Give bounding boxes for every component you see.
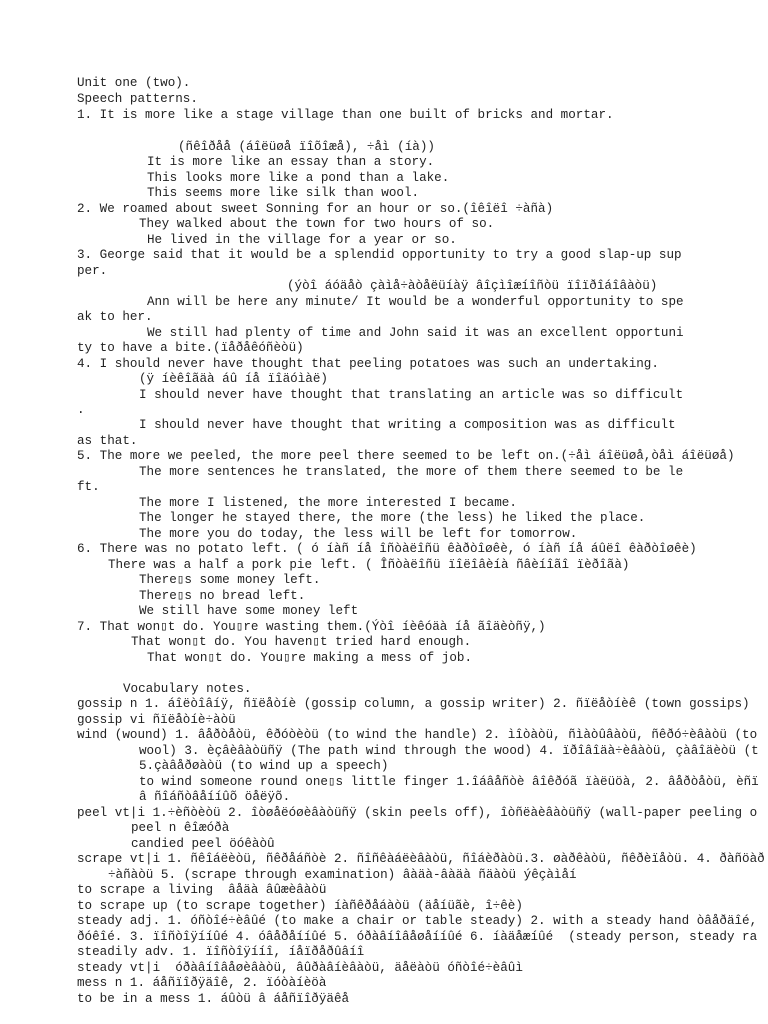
text-line: 2. We roamed about sweet Sonning for an hour or so.(îêîëî ÷àñà)	[77, 202, 554, 216]
text-line: â ñîáñòâåííûõ öåëÿõ.	[139, 790, 291, 804]
text-line: There▯s no bread left.	[139, 589, 306, 603]
text-line: We still have some money left	[139, 604, 359, 618]
text-line: 4. I should never have thought that peeling potatoes was such an undertaking.	[77, 357, 659, 371]
text-line: 5. The more we peeled, the more peel there seemed to be left on.(÷åì áîëüøå,òåì áîëüøå)	[77, 449, 735, 463]
text-line: I should never have thought that writing a composition was as difficult	[139, 418, 676, 432]
text-line: .	[77, 403, 85, 417]
text-line: The more you do today, the less will be left for tomorrow.	[139, 527, 578, 541]
text-line: to wind someone round one▯s little finger 1.îáâåñòè âîêðóã ïàëüöà, 2. âåðòåòü, èñï	[139, 775, 759, 789]
text-line: Ann will be here any minute/ It would be a wonderful opportunity to spe	[147, 295, 684, 309]
text-line: ÷àñàòü 5. (scrape through examination) âàäà-âàäà ñäàòü ýêçàìåí	[108, 868, 577, 882]
text-line: 3. George said that it would be a splendid opportunity to try a good slap-up sup	[77, 248, 682, 262]
text-line: (ÿ íèêîãäà áû íå ïîäóìàë)	[139, 372, 328, 386]
text-line: 1. It is more like a stage village than one built of bricks and mortar.	[77, 108, 614, 122]
text-line: There▯s some money left.	[139, 573, 321, 587]
text-line: They walked about the town for two hours of so.	[139, 217, 495, 231]
text-line: Vocabulary notes.	[123, 682, 252, 696]
text-line: It is more like an essay than a story.	[147, 155, 435, 169]
text-line: 7. That won▯t do. You▯re wasting them.(Ýòî íèêóäà íå ãîäèòñÿ,)	[77, 620, 546, 634]
text-line: I should never have thought that translating an article was so difficult	[139, 388, 684, 402]
document-page	[0, 76, 768, 1016]
text-line: The longer he stayed there, the more (the less) he liked the place.	[139, 511, 646, 525]
text-line: per.	[77, 264, 108, 278]
text-line: to scrape up (to scrape together) íàñêðåáàòü (äåíüãè, î÷êè)	[77, 899, 523, 913]
text-line: We still had plenty of time and John said it was an excellent opportuni	[147, 326, 684, 340]
text-line: peel vt|i 1.÷èñòèòü 2. îòøåëóøèâàòüñÿ (skin peels off), îòñëàèâàòüñÿ (wall-paper peeling o	[77, 806, 758, 820]
text-line: (ýòî áóäåò çàìå÷àòåëüíàÿ âîçìîæíîñòü ïîïðîáîâàòü)	[287, 279, 658, 293]
text-line: gossip vi ñïëåòíè÷àòü	[77, 713, 236, 727]
text-line: to be in a mess 1. áûòü â áåñïîðÿäêå	[77, 992, 350, 1006]
text-line: There was a half a pork pie left. ( Îñòàëîñü ïîëîâèíà ñâèíîãî ïèðîãà)	[108, 558, 630, 572]
text-line: This looks more like a pond than a lake.	[147, 171, 450, 185]
text-line: wool) 3. èçâèâàòüñÿ (The path wind through the wood) 4. ïðîâîäà÷èâàòü, çàâîäèòü (t	[139, 744, 759, 758]
text-line: wind (wound) 1. âåðòåòü, êðóòèòü (to wind the handle) 2. ìîòàòü, ñìàòûâàòü, ñêðó÷èâàòü (to	[77, 728, 758, 742]
text-line: That won▯t do. You haven▯t tried hard enough.	[131, 635, 472, 649]
text-line: peel n êîæóðà	[131, 821, 230, 835]
text-line: 5.çàâåðøàòü (to wind up a speech)	[139, 759, 389, 773]
text-line: ty to have a bite.(ïåðåêóñèòü)	[77, 341, 304, 355]
text-line: candied peel öóêàòû	[131, 837, 275, 851]
text-line: He lived in the village for a year or so.	[147, 233, 457, 247]
text-line: gossip n 1. áîëòîâíÿ, ñïëåòíè (gossip column, a gossip writer) 2. ñïëåòíèê (town gossips)	[77, 697, 750, 711]
text-line: That won▯t do. You▯re making a mess of job.	[147, 651, 473, 665]
text-line: ft.	[77, 480, 100, 494]
text-line: This seems more like silk than wool.	[147, 186, 420, 200]
text-line: ak to her.	[77, 310, 153, 324]
text-line: Unit one (two).	[77, 76, 191, 90]
text-line: 6. There was no potato left. ( ó íàñ íå îñòàëîñü êàðòîøêè, ó íàñ íå áûëî êàðòîøêè)	[77, 542, 697, 556]
text-line: mess n 1. áåñïîðÿäîê, 2. ïóòàíèöà	[77, 976, 327, 990]
text-line: scrape vt|i 1. ñêîáëèòü, ñêðåáñòè 2. ñîñêàáëèâàòü, ñîáèðàòü.3. øàðêàòü, ñêðèïåòü. 4. ðàñöàð	[77, 852, 765, 866]
text-line: The more sentences he translated, the more of them there seemed to be le	[139, 465, 684, 479]
text-line: as that.	[77, 434, 138, 448]
text-line: Speech patterns.	[77, 92, 198, 106]
text-line: steadily adv. 1. ïîñòîÿííî, íåïðåðûâíî	[77, 945, 365, 959]
text-line: The more I listened, the more interested I became.	[139, 496, 517, 510]
text-line: ðóêîé. 3. ïîñòîÿííûé 4. óâåðåííûé 5. óðàâíîâåøåííûé 6. íàäåæíûé (steady person, steady ra	[77, 930, 758, 944]
text-line: to scrape a living âåäà âûæèâàòü	[77, 883, 327, 897]
text-line: steady adj. 1. óñòîé÷èâûé (to make a chair or table steady) 2. with a steady hand òâåðäîé,	[77, 914, 758, 928]
text-line: steady vt|i óðàâíîâåøèâàòü, âûðàâíèâàòü, äåëàòü óñòîé÷èâûì	[77, 961, 523, 975]
text-line: (ñêîðåå (áîëüøå ïîõîæå), ÷åì (íà))	[178, 140, 435, 154]
